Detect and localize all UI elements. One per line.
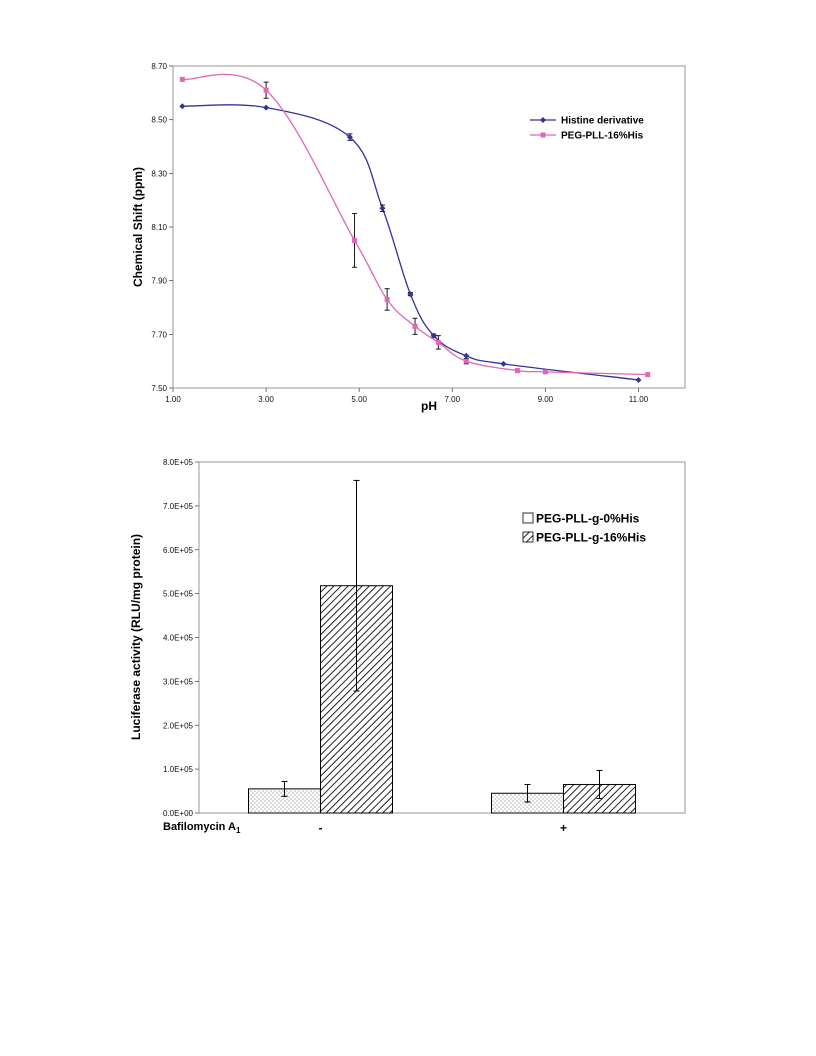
chemical-shift-chart bbox=[131, 62, 685, 413]
chart1-data-point bbox=[436, 340, 441, 345]
chart1-data-point bbox=[645, 372, 650, 377]
chart2-y-tick-label: 6.0E+05 bbox=[162, 545, 193, 555]
chart1-x-tick-label: 9.00 bbox=[537, 395, 554, 404]
chart2-y-tick-label: 7.0E+05 bbox=[162, 501, 193, 511]
chart1-x-tick-label: 3.00 bbox=[258, 395, 274, 404]
chart2-y-tick-label: 3.0E+05 bbox=[162, 677, 193, 687]
chart1-y-tick-label: 8.10 bbox=[151, 223, 167, 232]
chart2-y-tick-label: 5.0E+05 bbox=[162, 589, 193, 599]
chart2-legend-swatch bbox=[523, 532, 533, 542]
chart2-legend-label: PEG-PLL-g-16%His bbox=[536, 530, 647, 545]
chart2-y-tick-label: 4.0E+05 bbox=[162, 633, 193, 643]
chart2-y-tick-label: 1.0E+05 bbox=[162, 765, 193, 775]
chart1-x-tick-label: 5.00 bbox=[351, 395, 367, 404]
chart2-y-tick-label: 8.0E+05 bbox=[162, 458, 193, 467]
chart1-y-tick-label: 8.50 bbox=[151, 115, 167, 125]
chart1-x-tick-label: 7.00 bbox=[444, 395, 461, 404]
chart2-y-tick-label: 2.0E+05 bbox=[162, 721, 193, 731]
chart1-data-point bbox=[413, 324, 418, 329]
chart1-y-tick-label: 7.50 bbox=[151, 384, 167, 393]
chart2-y-tick-label: 0.0E+00 bbox=[162, 809, 193, 818]
chart2-category-label: + bbox=[559, 821, 568, 835]
chart2-category-label: - bbox=[318, 821, 323, 835]
chart2-legend-swatch bbox=[523, 513, 533, 523]
chart1-legend-label: Histine derivative bbox=[561, 115, 644, 127]
chart2-y-axis-title: Luciferase activity (RLU/mg protein) bbox=[129, 533, 143, 741]
chart2-legend-label: PEG-PLL-g-0%His bbox=[536, 511, 640, 526]
chart1-data-point bbox=[180, 77, 185, 82]
chart1-y-tick-label: 7.90 bbox=[151, 276, 167, 286]
chart1-x-tick-label: 11.00 bbox=[628, 395, 649, 404]
chart1-data-point bbox=[352, 238, 357, 243]
chart1-data-point bbox=[264, 88, 269, 93]
chart1-y-tick-label: 8.70 bbox=[151, 62, 167, 71]
chart1-y-tick-label: 7.70 bbox=[151, 330, 167, 340]
chart2-x-axis-title: Bafilomycin $A_1$ bbox=[163, 821, 241, 835]
chart1-x-tick-label: 1.00 bbox=[165, 395, 181, 404]
chart1-data-point bbox=[385, 297, 390, 302]
chart1-x-axis-title: pH bbox=[421, 399, 437, 413]
chart1-data-point bbox=[464, 359, 469, 364]
chart1-legend-label: PEG-PLL-16%His bbox=[561, 130, 644, 142]
chart1-y-tick-label: 8.30 bbox=[151, 169, 167, 179]
luciferase-bar-chart bbox=[129, 458, 685, 835]
chart1-data-point bbox=[515, 368, 520, 373]
chart1-legend-marker bbox=[541, 133, 546, 138]
chart1-plot-area bbox=[173, 66, 685, 388]
chart1-data-point bbox=[543, 369, 548, 374]
chart1-y-axis-title: Chemical Shift (ppm) bbox=[131, 166, 145, 288]
